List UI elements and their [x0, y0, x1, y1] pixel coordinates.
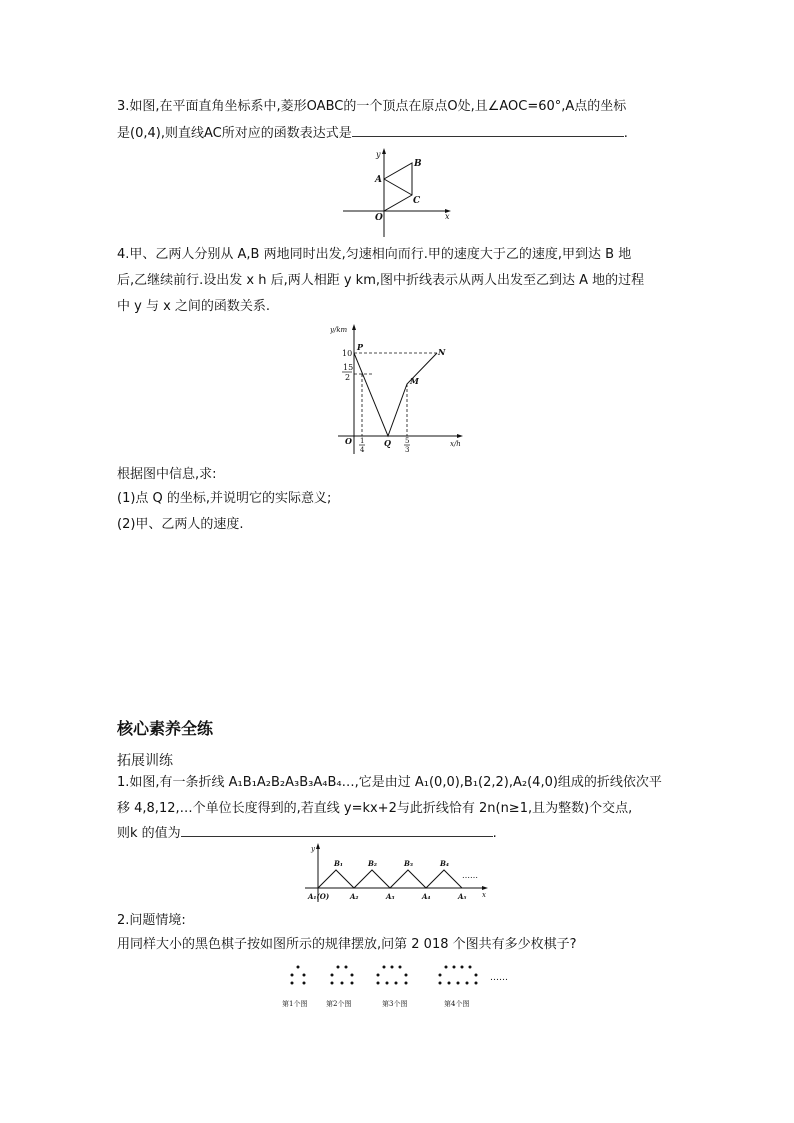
q3-label-C: C [413, 196, 421, 206]
e2-caption-4: 第4个图 [444, 1000, 470, 1008]
e1-axis-y: y [311, 845, 315, 853]
q4-y-tick-15-num: 15 [343, 363, 354, 372]
e2-caption-3: 第3个图 [382, 1000, 408, 1008]
pattern-3-dots [377, 966, 408, 985]
e1-label-A4: A₄ [422, 892, 431, 901]
q4-x-tick-53-num: 5 [405, 437, 410, 445]
answer-blank [352, 124, 624, 137]
e2-caption-1: 第1个图 [282, 1000, 308, 1008]
q4-y-tick-15-den: 2 [345, 373, 351, 382]
q3-line-1: 3.如图,在平面直角坐标系中,菱形OABC的一个顶点在原点O处,且∠AOC=60°,A点的坐标 [117, 99, 627, 114]
e1-continuation-dots: …… [462, 871, 478, 880]
e2-caption-2: 第2个图 [326, 1000, 352, 1008]
section-subtitle: 拓展训练 [117, 753, 173, 769]
e2-chess-pattern-figure [278, 958, 528, 1013]
e1-line-1: 1.如图,有一条折线 A₁B₁A₂B₂A₃B₃A₄B₄…,它是由过 A₁(0,0),B₁(2,2),A₂(4,0)组成的折线依次平 [117, 775, 662, 790]
q3-label-O: O [375, 213, 383, 223]
q4-y-axis-label: y/km [330, 326, 348, 334]
q4-ask: 根据图中信息,求: [117, 467, 217, 482]
e1-label-A3: A₃ [386, 892, 395, 901]
q4-label-O: O [345, 436, 352, 446]
section-title: 核心素养全练 [117, 719, 214, 738]
pattern-2-dots [331, 966, 354, 985]
q3-label-A: A [375, 175, 382, 185]
q4-label-Q: Q [384, 438, 391, 448]
q4-x-tick-14-den: 4 [360, 446, 365, 454]
q4-line-3: 中 y 与 x 之间的函数关系. [117, 299, 271, 314]
e1-label-A1O: A₁(O) [308, 892, 330, 901]
e1-label-B1: B₁ [334, 859, 343, 868]
e1-line-3-text: 则k 的值为 [117, 826, 181, 841]
q3-label-B: B [414, 159, 422, 169]
e1-period: . [492, 826, 497, 841]
e1-label-B3: B₃ [404, 859, 413, 868]
e1-label-B4: B₄ [440, 859, 449, 868]
q4-distance-graph [330, 322, 470, 457]
q4-line-2: 后,乙继续前行.设出发 x h 后,两人相距 y km,图中折线表示从两人出发至乙到达 A 地的过程 [117, 273, 645, 288]
e2-line-2: 用同样大小的黑色棋子按如图所示的规律摆放,问第 2 018 个图共有多少枚棋子? [117, 937, 577, 952]
q4-x-tick-14-num: 1 [360, 437, 365, 445]
q4-label-N: N [438, 347, 446, 357]
e1-label-A2: A₂ [350, 892, 359, 901]
q4-part-1: (1)点 Q 的坐标,并说明它的实际意义; [117, 491, 332, 506]
q3-line-2 [117, 124, 628, 143]
e1-line-2: 移 4,8,12,…个单位长度得到的,若直线 y=kx+2与此折线恰有 2n(n≥1,且为整数)个交点, [117, 801, 633, 816]
answer-blank [181, 824, 493, 837]
q4-label-M: M [410, 376, 419, 386]
e1-axis-x: x [482, 891, 486, 899]
q4-label-P: P [357, 342, 364, 352]
q3-line-2-text: 是(0,4),则直线AC所对应的函数表达式是 [117, 126, 352, 141]
q3-axis-x: x [445, 212, 450, 221]
pattern-1-dots [291, 966, 306, 985]
q3-axis-y: y [376, 150, 381, 159]
e2-line-1: 2.问题情境: [117, 913, 186, 928]
q4-x-axis-label: x/h [450, 440, 461, 448]
q4-part-2: (2)甲、乙两人的速度. [117, 517, 244, 532]
e1-label-A5: A₅ [458, 892, 467, 901]
pattern-4-dots [439, 966, 478, 985]
e1-label-B2: B₂ [368, 859, 377, 868]
e1-zigzag-figure [300, 842, 500, 907]
q3-rhombus-figure [338, 145, 458, 240]
e1-line-3 [117, 824, 497, 843]
q3-period: . [623, 126, 628, 141]
q4-line-1: 4.甲、乙两人分别从 A,B 两地同时出发,匀速相向而行.甲的速度大于乙的速度,甲到达 B 地 [117, 247, 632, 262]
q4-y-tick-10: 10 [342, 349, 353, 358]
q4-x-tick-53-den: 3 [405, 446, 410, 454]
e2-continuation-dots: …… [490, 973, 508, 983]
